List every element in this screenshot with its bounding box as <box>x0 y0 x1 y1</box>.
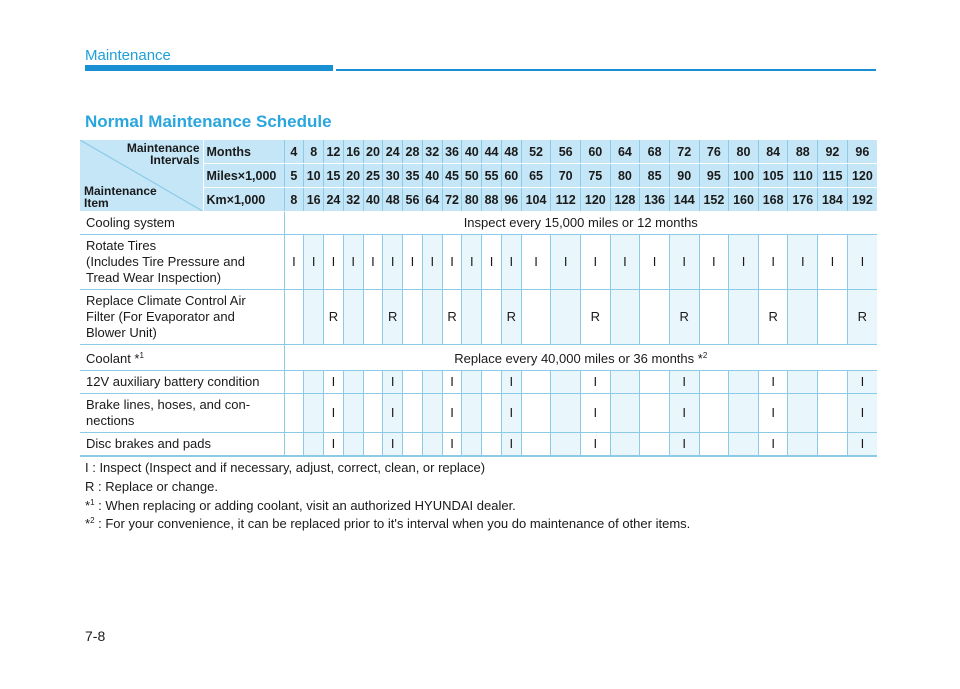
schedule-cell: I <box>324 394 344 433</box>
footnote-marker: 1 <box>90 498 95 507</box>
schedule-cell: R <box>669 290 699 345</box>
maintenance-item-label: Rotate Tires (Includes Tire Pressure and Tread Wear Inspection) <box>80 235 284 290</box>
interval-header-value: 40 <box>462 140 482 164</box>
interval-header-label: Months <box>203 140 284 164</box>
schedule-cell: I <box>442 433 462 457</box>
interval-header-label: Miles×1,000 <box>203 164 284 188</box>
page-number: 7-8 <box>85 628 106 644</box>
schedule-cell <box>304 394 324 433</box>
schedule-cell: I <box>383 394 403 433</box>
maintenance-item-label: Cooling system <box>80 212 284 235</box>
schedule-cell <box>788 371 818 394</box>
interval-header-value: 64 <box>610 140 640 164</box>
legend-line: R : Replace or change. <box>85 479 218 494</box>
interval-header-value: 152 <box>699 188 729 212</box>
schedule-cell: I <box>324 235 344 290</box>
schedule-cell: I <box>847 371 877 394</box>
schedule-cell: I <box>699 235 729 290</box>
legend-line: I : Inspect (Inspect and if necessary, adjust, correct, clean, or replace) <box>85 460 486 475</box>
interval-header-value: 28 <box>403 140 423 164</box>
schedule-row <box>80 290 877 345</box>
schedule-cell <box>284 290 304 345</box>
schedule-cell: R <box>442 290 462 345</box>
schedule-cell <box>699 290 729 345</box>
schedule-row <box>80 371 877 394</box>
schedule-cell <box>818 394 848 433</box>
schedule-row <box>80 235 877 290</box>
schedule-cell <box>304 290 324 345</box>
schedule-cell: I <box>501 235 521 290</box>
schedule-cell: R <box>847 290 877 345</box>
schedule-cell: R <box>324 290 344 345</box>
interval-header-value: 115 <box>818 164 848 188</box>
schedule-cell: I <box>482 235 502 290</box>
interval-header-value: 90 <box>669 164 699 188</box>
schedule-cell: I <box>669 394 699 433</box>
schedule-cell <box>403 290 423 345</box>
schedule-cell <box>343 371 363 394</box>
interval-header-value: 16 <box>304 188 324 212</box>
interval-header-value: 45 <box>442 164 462 188</box>
header-corner-cell <box>80 140 203 212</box>
interval-header-value: 88 <box>482 188 502 212</box>
schedule-cell: I <box>729 235 759 290</box>
schedule-cell <box>699 433 729 457</box>
interval-header-value: 75 <box>580 164 610 188</box>
schedule-cell <box>521 433 551 457</box>
section-header: Maintenance <box>85 47 171 64</box>
interval-header-value: 100 <box>729 164 759 188</box>
schedule-cell: I <box>580 394 610 433</box>
interval-header-value: 72 <box>442 188 462 212</box>
schedule-cell <box>729 371 759 394</box>
interval-header-value: 88 <box>788 140 818 164</box>
schedule-cell <box>462 433 482 457</box>
schedule-cell: I <box>324 371 344 394</box>
maintenance-item-label: Disc brakes and pads <box>80 433 284 457</box>
interval-header-value: 96 <box>847 140 877 164</box>
schedule-cell: I <box>818 235 848 290</box>
schedule-cell: R <box>580 290 610 345</box>
interval-header-label: Km×1,000 <box>203 188 284 212</box>
schedule-row <box>80 394 877 433</box>
interval-header-value: 104 <box>521 188 551 212</box>
schedule-cell <box>304 371 324 394</box>
schedule-cell <box>551 290 581 345</box>
schedule-cell <box>640 290 670 345</box>
interval-header-value: 25 <box>363 164 383 188</box>
interval-instruction: Replace every 40,000 miles or 36 months *$^2$ <box>284 345 877 371</box>
schedule-cell: I <box>847 433 877 457</box>
interval-header-value: 110 <box>788 164 818 188</box>
schedule-cell <box>422 394 442 433</box>
schedule-cell <box>403 371 423 394</box>
interval-header-value: 168 <box>758 188 788 212</box>
maintenance-item-label: Coolant *$^1$ <box>80 345 284 371</box>
interval-header-value: 36 <box>442 140 462 164</box>
schedule-cell <box>363 371 383 394</box>
schedule-cell: I <box>758 394 788 433</box>
schedule-cell: I <box>669 433 699 457</box>
schedule-cell: I <box>847 394 877 433</box>
schedule-cell <box>551 394 581 433</box>
interval-header-value: 16 <box>343 140 363 164</box>
schedule-cell <box>788 433 818 457</box>
maintenance-item-label: Brake lines, hoses, and con- nections <box>80 394 284 433</box>
schedule-cell: I <box>640 235 670 290</box>
interval-header-value: 40 <box>363 188 383 212</box>
schedule-cell: I <box>580 371 610 394</box>
interval-header-value: 24 <box>383 140 403 164</box>
interval-header-row <box>80 140 877 164</box>
interval-header-value: 72 <box>669 140 699 164</box>
schedule-cell: I <box>758 371 788 394</box>
footnote-marker: 1 <box>139 351 144 360</box>
schedule-cell <box>729 433 759 457</box>
interval-instruction: Inspect every 15,000 miles or 12 months <box>284 212 877 235</box>
interval-header-value: 65 <box>521 164 551 188</box>
interval-header-value: 112 <box>551 188 581 212</box>
schedule-cell: I <box>580 433 610 457</box>
schedule-cell <box>343 433 363 457</box>
schedule-cell <box>551 371 581 394</box>
schedule-cell: I <box>442 235 462 290</box>
interval-header-value: 5 <box>284 164 304 188</box>
schedule-cell: I <box>521 235 551 290</box>
footnote-marker: 2 <box>90 516 95 525</box>
schedule-cell: I <box>669 235 699 290</box>
schedule-cell: R <box>383 290 403 345</box>
schedule-cell <box>699 394 729 433</box>
schedule-cell <box>284 433 304 457</box>
interval-header-value: 12 <box>324 140 344 164</box>
corner-intervals-label <box>127 142 200 166</box>
schedule-cell: I <box>847 235 877 290</box>
schedule-cell: I <box>501 371 521 394</box>
interval-header-value: 92 <box>818 140 848 164</box>
interval-header-value: 68 <box>640 140 670 164</box>
interval-header-value: 160 <box>729 188 759 212</box>
schedule-cell <box>284 371 304 394</box>
interval-header-value: 56 <box>551 140 581 164</box>
schedule-cell: I <box>758 235 788 290</box>
schedule-cell: I <box>383 235 403 290</box>
interval-header-value: 30 <box>383 164 403 188</box>
schedule-row <box>80 212 877 235</box>
schedule-cell <box>818 290 848 345</box>
schedule-cell <box>521 371 551 394</box>
interval-header-value: 96 <box>501 188 521 212</box>
interval-header-value: 35 <box>403 164 423 188</box>
schedule-cell: I <box>758 433 788 457</box>
maintenance-schedule-table <box>80 140 877 457</box>
interval-header-value: 60 <box>501 164 521 188</box>
schedule-cell <box>422 371 442 394</box>
schedule-cell: I <box>580 235 610 290</box>
schedule-cell: I <box>788 235 818 290</box>
interval-header-value: 176 <box>788 188 818 212</box>
schedule-cell <box>521 290 551 345</box>
corner-item-label <box>84 185 157 209</box>
interval-header-value: 52 <box>521 140 551 164</box>
schedule-cell <box>699 371 729 394</box>
maintenance-item-label: 12V auxiliary battery condition <box>80 371 284 394</box>
schedule-row <box>80 433 877 457</box>
schedule-cell <box>343 394 363 433</box>
interval-header-value: 55 <box>482 164 502 188</box>
schedule-cell: I <box>304 235 324 290</box>
schedule-cell <box>304 433 324 457</box>
interval-header-value: 48 <box>383 188 403 212</box>
schedule-cell: I <box>442 394 462 433</box>
header-rule-thin <box>336 69 876 71</box>
interval-header-value: 4 <box>284 140 304 164</box>
schedule-cell <box>610 433 640 457</box>
schedule-cell <box>462 371 482 394</box>
interval-header-value: 84 <box>758 140 788 164</box>
schedule-cell <box>363 433 383 457</box>
schedule-cell <box>462 290 482 345</box>
interval-header-value: 120 <box>847 164 877 188</box>
interval-header-value: 80 <box>462 188 482 212</box>
maintenance-item-label: Replace Climate Control Air Filter (For Evaporator and Blower Unit) <box>80 290 284 345</box>
interval-header-value: 64 <box>422 188 442 212</box>
interval-header-value: 20 <box>363 140 383 164</box>
schedule-cell <box>403 433 423 457</box>
corner-bottom-line2: Item <box>84 196 109 210</box>
schedule-cell: I <box>422 235 442 290</box>
schedule-cell <box>640 433 670 457</box>
interval-header-value: 40 <box>422 164 442 188</box>
interval-header-value: 60 <box>580 140 610 164</box>
schedule-cell <box>729 290 759 345</box>
interval-header-value: 184 <box>818 188 848 212</box>
schedule-cell <box>422 433 442 457</box>
interval-header-value: 20 <box>343 164 363 188</box>
interval-header-value: 144 <box>669 188 699 212</box>
schedule-cell: I <box>501 433 521 457</box>
schedule-cell: I <box>442 371 462 394</box>
legend-line: *$^2$ : For your convenience, it can be replaced prior to it's interval when you do maintenance of other items. <box>85 516 691 531</box>
interval-header-value: 85 <box>640 164 670 188</box>
schedule-cell: I <box>383 371 403 394</box>
schedule-cell: R <box>758 290 788 345</box>
schedule-cell: I <box>610 235 640 290</box>
schedule-cell <box>818 371 848 394</box>
schedule-cell <box>482 290 502 345</box>
schedule-cell: I <box>669 371 699 394</box>
schedule-cell: I <box>403 235 423 290</box>
footnote-marker: 2 <box>702 351 708 360</box>
schedule-cell <box>363 290 383 345</box>
corner-top-line1: Maintenance <box>126 141 200 155</box>
schedule-cell: I <box>383 433 403 457</box>
schedule-cell <box>482 433 502 457</box>
interval-header-value: 44 <box>482 140 502 164</box>
schedule-cell <box>482 371 502 394</box>
schedule-cell <box>729 394 759 433</box>
corner-top-line2: Intervals <box>150 153 200 167</box>
schedule-cell: I <box>501 394 521 433</box>
interval-header-value: 48 <box>501 140 521 164</box>
schedule-cell <box>343 290 363 345</box>
interval-header-value: 76 <box>699 140 729 164</box>
schedule-cell <box>610 371 640 394</box>
interval-header-value: 136 <box>640 188 670 212</box>
schedule-cell: I <box>363 235 383 290</box>
schedule-cell <box>610 290 640 345</box>
schedule-cell <box>462 394 482 433</box>
corner-bottom-line1: Maintenance <box>84 184 157 198</box>
schedule-cell <box>403 394 423 433</box>
schedule-cell <box>818 433 848 457</box>
interval-header-value: 8 <box>284 188 304 212</box>
interval-header-value: 50 <box>462 164 482 188</box>
schedule-cell <box>422 290 442 345</box>
interval-header-value: 80 <box>610 164 640 188</box>
schedule-cell: R <box>501 290 521 345</box>
schedule-cell <box>610 394 640 433</box>
schedule-cell: I <box>462 235 482 290</box>
schedule-row <box>80 345 877 371</box>
schedule-cell <box>788 394 818 433</box>
schedule-cell <box>640 394 670 433</box>
interval-header-value: 105 <box>758 164 788 188</box>
schedule-cell <box>482 394 502 433</box>
interval-header-value: 95 <box>699 164 729 188</box>
interval-header-value: 70 <box>551 164 581 188</box>
schedule-cell <box>521 394 551 433</box>
schedule-cell <box>284 394 304 433</box>
schedule-cell <box>551 433 581 457</box>
interval-header-value: 8 <box>304 140 324 164</box>
schedule-cell: I <box>343 235 363 290</box>
interval-header-value: 56 <box>403 188 423 212</box>
schedule-cell <box>788 290 818 345</box>
interval-header-value: 24 <box>324 188 344 212</box>
legend-line: *$^1$ : When replacing or adding coolant, visit an authorized HYUNDAI dealer. <box>85 498 516 513</box>
interval-header-value: 15 <box>324 164 344 188</box>
page-title: Normal Maintenance Schedule <box>85 112 332 131</box>
interval-header-value: 32 <box>343 188 363 212</box>
interval-header-value: 192 <box>847 188 877 212</box>
interval-header-value: 80 <box>729 140 759 164</box>
interval-header-value: 120 <box>580 188 610 212</box>
schedule-cell: I <box>284 235 304 290</box>
schedule-cell <box>363 394 383 433</box>
interval-header-value: 128 <box>610 188 640 212</box>
schedule-cell: I <box>324 433 344 457</box>
header-rule-thick <box>85 65 333 71</box>
interval-header-value: 10 <box>304 164 324 188</box>
interval-header-value: 32 <box>422 140 442 164</box>
schedule-cell: I <box>551 235 581 290</box>
schedule-cell <box>640 371 670 394</box>
